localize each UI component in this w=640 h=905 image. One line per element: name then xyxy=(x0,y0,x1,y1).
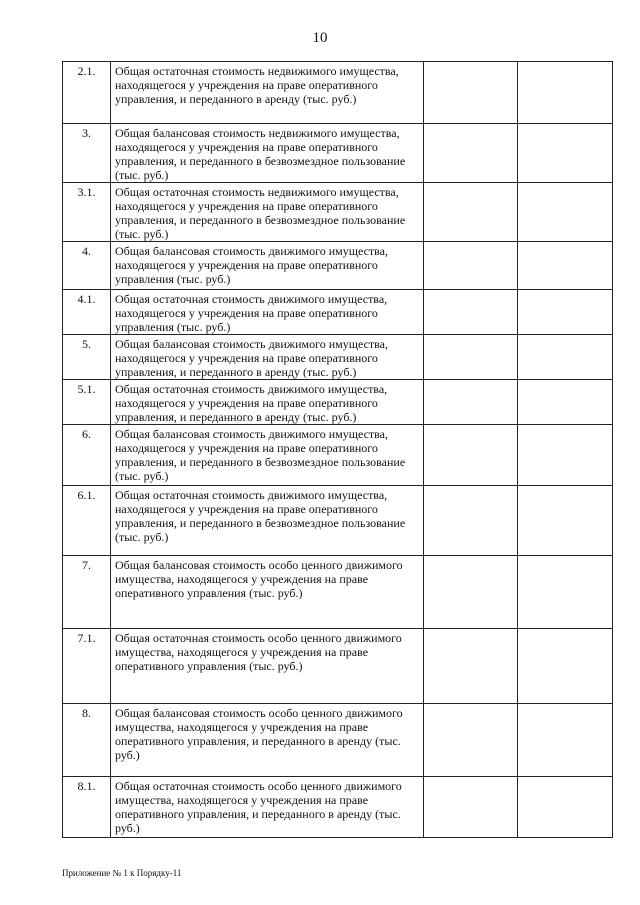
value-cell xyxy=(424,425,518,486)
value-cell xyxy=(518,124,613,183)
report-table xyxy=(62,61,613,838)
value-cell xyxy=(424,380,518,425)
value-cell xyxy=(518,62,613,124)
row-description: Общая балансовая стоимость движимого имущества, находящегося у учреждения на праве оперативного управления, и переданного в аренду (тыс. руб.) xyxy=(111,335,424,380)
row-description: Общая балансовая стоимость недвижимого имущества, находящегося у учреждения на праве оперативного управления, и переданного в безвозмездное пользование (тыс. руб.) xyxy=(111,124,424,183)
value-cell xyxy=(424,629,518,704)
value-cell xyxy=(424,242,518,290)
row-description: Общая остаточная стоимость движимого имущества, находящегося у учреждения на праве оперативного управления, и переданного в аренду (тыс. руб.) xyxy=(111,380,424,425)
row-description: Общая балансовая стоимость движимого имущества, находящегося у учреждения на праве оперативного управления (тыс. руб.) xyxy=(111,242,424,290)
row-number: 4. xyxy=(63,242,111,290)
value-cell xyxy=(424,183,518,242)
table-row xyxy=(63,704,613,777)
value-cell xyxy=(518,486,613,556)
value-cell xyxy=(518,183,613,242)
table-row xyxy=(63,290,613,335)
row-description: Общая балансовая стоимость движимого имущества, находящегося у учреждения на праве оперативного управления, и переданного в безвозмездное пользование (тыс. руб.) xyxy=(111,425,424,486)
row-number: 8.1. xyxy=(63,777,111,838)
row-description: Общая балансовая стоимость особо ценного движимого имущества, находящегося у учреждения на праве оперативного управления, и переданного в аренду (тыс. руб.) xyxy=(111,704,424,777)
row-description: Общая остаточная стоимость движимого имущества, находящегося у учреждения на праве оперативного управления, и переданного в безвозмездное пользование (тыс. руб.) xyxy=(111,486,424,556)
row-description: Общая остаточная стоимость особо ценного движимого имущества, находящегося у учреждения на праве оперативного управления, и переданного в аренду (тыс. руб.) xyxy=(111,777,424,838)
row-description: Общая остаточная стоимость особо ценного движимого имущества, находящегося у учреждения на праве оперативного управления (тыс. руб.) xyxy=(111,629,424,704)
value-cell xyxy=(424,62,518,124)
value-cell xyxy=(518,335,613,380)
table-row xyxy=(63,425,613,486)
value-cell xyxy=(424,486,518,556)
value-cell xyxy=(518,556,613,629)
value-cell xyxy=(518,380,613,425)
table-row xyxy=(63,183,613,242)
row-number: 6.1. xyxy=(63,486,111,556)
table-row xyxy=(63,629,613,704)
row-description: Общая остаточная стоимость движимого имущества, находящегося у учреждения на праве оперативного управления (тыс. руб.) xyxy=(111,290,424,335)
row-number: 3.1. xyxy=(63,183,111,242)
table-row xyxy=(63,124,613,183)
table-row xyxy=(63,486,613,556)
row-number: 8. xyxy=(63,704,111,777)
row-number: 2.1. xyxy=(63,62,111,124)
row-number: 4.1. xyxy=(63,290,111,335)
table-row xyxy=(63,556,613,629)
table-row xyxy=(63,380,613,425)
value-cell xyxy=(518,629,613,704)
value-cell xyxy=(424,556,518,629)
row-number: 7. xyxy=(63,556,111,629)
value-cell xyxy=(424,124,518,183)
row-number: 5.1. xyxy=(63,380,111,425)
value-cell xyxy=(424,777,518,838)
row-number: 6. xyxy=(63,425,111,486)
value-cell xyxy=(424,704,518,777)
value-cell xyxy=(424,290,518,335)
row-number: 7.1. xyxy=(63,629,111,704)
table-row xyxy=(63,242,613,290)
row-description: Общая балансовая стоимость особо ценного движимого имущества, находящегося у учреждения на праве оперативного управления (тыс. руб.) xyxy=(111,556,424,629)
table-row xyxy=(63,62,613,124)
value-cell xyxy=(518,777,613,838)
value-cell xyxy=(424,335,518,380)
row-description: Общая остаточная стоимость недвижимого имущества, находящегося у учреждения на праве оперативного управления, и переданного в безвозмездное пользование (тыс. руб.) xyxy=(111,183,424,242)
footer-note: Приложение № 1 к Порядку-11 xyxy=(62,868,182,878)
table-row xyxy=(63,777,613,838)
page-number: 10 xyxy=(312,30,328,46)
value-cell xyxy=(518,425,613,486)
row-number: 3. xyxy=(63,124,111,183)
table-row xyxy=(63,335,613,380)
value-cell xyxy=(518,290,613,335)
row-number: 5. xyxy=(63,335,111,380)
value-cell xyxy=(518,704,613,777)
row-description: Общая остаточная стоимость недвижимого имущества, находящегося у учреждения на праве оперативного управления, и переданного в аренду (тыс. руб.) xyxy=(111,62,424,124)
value-cell xyxy=(518,242,613,290)
